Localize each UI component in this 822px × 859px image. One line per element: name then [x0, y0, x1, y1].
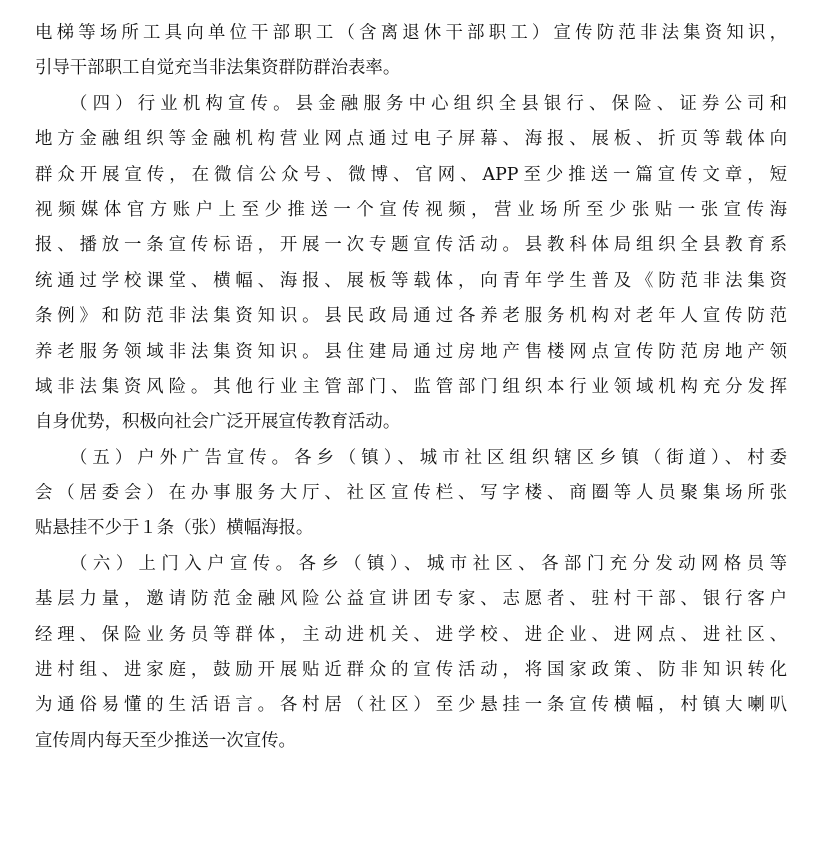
text-line: 基层力量，邀请防范金融风险公益宣讲团专家、志愿者、驻村干部、银行客户	[35, 589, 787, 610]
text-line: 引导干部职工自觉充当非法集资群防群治表率。	[35, 58, 401, 79]
text-line: 域非法集资风险。其他行业主管部门、监管部门组织本行业领域机构充分发挥	[35, 376, 787, 397]
text-line: 宣传周内每天至少推送一次宣传。	[35, 730, 296, 751]
text-line: 视频媒体官方账户上至少推送一个宣传视频，营业场所至少张贴一张宣传海	[35, 199, 787, 220]
text-line: 条例》和防范非法集资知识。县民政局通过各养老服务机构对老年人宣传防范	[35, 306, 787, 327]
text-line: 统通过学校课堂、横幅、海报、展板等载体，向青年学生普及《防范非法集资	[35, 270, 787, 291]
document-page	[35, 16, 787, 759]
paragraph-outdoor-ads	[35, 441, 787, 547]
text-line: 会（居委会）在办事服务大厅、社区宣传栏、写字楼、商圈等人员聚集场所张	[35, 483, 787, 504]
text-line: 报、播放一条宣传标语，开展一次专题宣传活动。县教科体局组织全县教育系	[35, 235, 787, 256]
text-line: 经理、保险业务员等群体，主动进机关、进学校、进企业、进网点、进社区、	[35, 624, 787, 645]
text-line: 电梯等场所工具向单位干部职工（含离退休干部职工）宣传防范非法集资知识，	[35, 23, 787, 43]
text-line: 贴悬挂不少于１条（张）横幅海报。	[35, 518, 314, 539]
text-line: 为通俗易懂的生活语言。各村居（社区）至少悬挂一条宣传横幅，村镇大喇叭	[35, 695, 787, 716]
paragraph-industry-institutions	[35, 87, 787, 441]
section-heading-line: （六）上门入户宣传。各乡（镇）、城市社区、各部门充分发动网格员等	[70, 553, 787, 574]
text-line: 自身优势，积极向社会广泛开展宣传教育活动。	[35, 412, 401, 433]
paragraph-publicity-staff	[35, 16, 787, 87]
section-heading-line: （五）户外广告宣传。各乡（镇）、城市社区组织辖区乡镇（街道）、村委	[70, 447, 787, 468]
paragraph-door-to-door	[35, 547, 787, 759]
text-line: 进村组、进家庭，鼓励开展贴近群众的宣传活动，将国家政策、防非知识转化	[35, 660, 787, 681]
text-line: 群众开展宣传，在微信公众号、微博、官网、APP至少推送一篇宣传文章，短	[35, 164, 787, 185]
section-heading-line: （四）行业机构宣传。县金融服务中心组织全县银行、保险、证券公司和	[70, 93, 787, 114]
text-line: 养老服务领域非法集资知识。县住建局通过房地产售楼网点宣传防范房地产领	[35, 341, 787, 362]
text-line: 地方金融组织等金融机构营业网点通过电子屏幕、海报、展板、折页等载体向	[35, 129, 787, 150]
